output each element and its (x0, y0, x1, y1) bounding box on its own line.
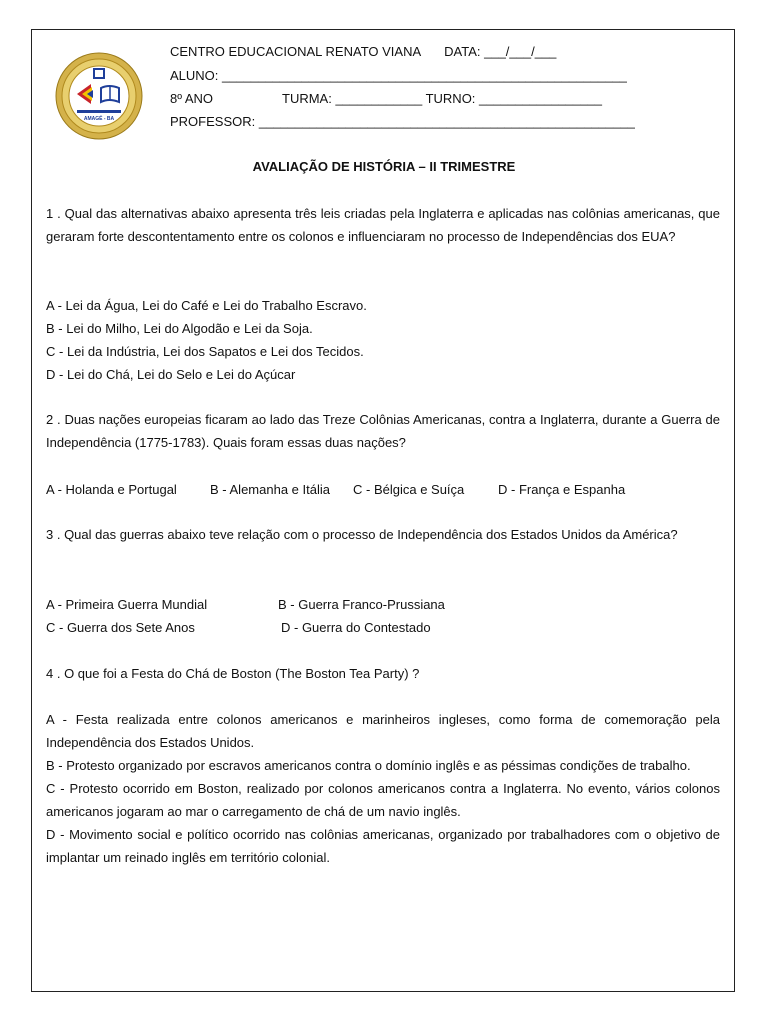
question-1 (46, 202, 720, 248)
q3-option-b[interactable]: B - Guerra Franco-Prussiana (278, 597, 445, 612)
q4-option-a[interactable]: A - Festa realizada entre colonos americanos e marinheiros ingleses, como forma de comemoração pela Independência dos Estados Unidos. (46, 712, 720, 750)
q3-option-a[interactable]: A - Primeira Guerra Mundial (46, 597, 208, 612)
date-field[interactable]: DATA: ___/___/___ (444, 44, 557, 59)
question-3 (46, 523, 720, 546)
class-field[interactable]: TURMA: ____________ (282, 91, 423, 106)
q2-option-d[interactable]: D - França e Espanha (498, 482, 626, 497)
q3-option-d[interactable]: D - Guerra do Contestado (281, 620, 431, 635)
q2-option-b[interactable]: B - Alemanha e Itália (210, 482, 330, 497)
header-line-3 (170, 91, 602, 107)
q4-option-b[interactable]: B - Protesto organizado por escravos americanos contra o domínio inglês e as péssimas condições de trabalho. (46, 758, 691, 773)
q4-option-d[interactable]: D - Movimento social e político ocorrido nas colônias americanas, organizado por trabalhadores com o objetivo de implantar um reinado inglês em território colonial. (46, 827, 720, 865)
header-line-1 (170, 44, 556, 60)
question-3-text: 3 . Qual das guerras abaixo teve relação com o processo de Independência dos Estados Unidos da América? (46, 527, 678, 542)
q4-option-c[interactable]: C - Protesto ocorrido em Boston, realizado por colonos americanos contra a Inglaterra. No evento, vários colonos americanos jogaram ao mar o carregamento de chá de um navio inglês. (46, 781, 720, 819)
question-2-options (46, 478, 720, 501)
question-2-text: 2 . Duas nações europeias ficaram ao lado das Treze Colônias Americanas, contra a Inglaterra, durante a Guerra de Independência (1775-1783). Quais foram essas duas nações? (46, 412, 720, 450)
question-4 (46, 662, 720, 685)
q2-option-c[interactable]: C - Bélgica e Suíça (353, 482, 465, 497)
question-3-options (46, 593, 720, 639)
question-4-options (46, 708, 720, 869)
seal-text: AMAGÉ - BA (83, 116, 115, 122)
teacher-field[interactable]: PROFESSOR: ____________________________________________________ (170, 114, 635, 129)
question-1-text: 1 . Qual das alternativas abaixo apresenta três leis criadas pela Inglaterra e aplicadas nas colônias americanas, que geraram forte descontentamento entre os colonos e influenciaram no processo de Independências dos EUA? (46, 206, 720, 244)
q1-option-d[interactable]: D - Lei do Chá, Lei do Selo e Lei do Açúcar (46, 367, 296, 382)
q1-option-b[interactable]: B - Lei do Milho, Lei do Algodão e Lei da Soja. (46, 321, 313, 336)
grade-label: 8º ANO (170, 91, 214, 106)
school-name: CENTRO EDUCACIONAL RENATO VIANA (170, 44, 422, 59)
exam-title: AVALIAÇÃO DE HISTÓRIA – II TRIMESTRE (252, 159, 516, 174)
question-2 (46, 408, 720, 454)
question-1-options (46, 294, 720, 386)
q1-option-a[interactable]: A - Lei da Água, Lei do Café e Lei do Trabalho Escravo. (46, 298, 367, 313)
q1-option-c[interactable]: C - Lei da Indústria, Lei dos Sapatos e Lei dos Tecidos. (46, 344, 364, 359)
question-4-text: 4 . O que foi a Festa do Chá de Boston (The Boston Tea Party) ? (46, 666, 420, 681)
school-seal-logo (55, 52, 143, 140)
q2-option-a[interactable]: A - Holanda e Portugal (46, 482, 177, 497)
student-field[interactable]: ALUNO: ________________________________________________________ (170, 68, 627, 83)
q3-option-c[interactable]: C - Guerra dos Sete Anos (46, 620, 195, 635)
shift-field[interactable]: TURNO: _________________ (425, 91, 602, 106)
